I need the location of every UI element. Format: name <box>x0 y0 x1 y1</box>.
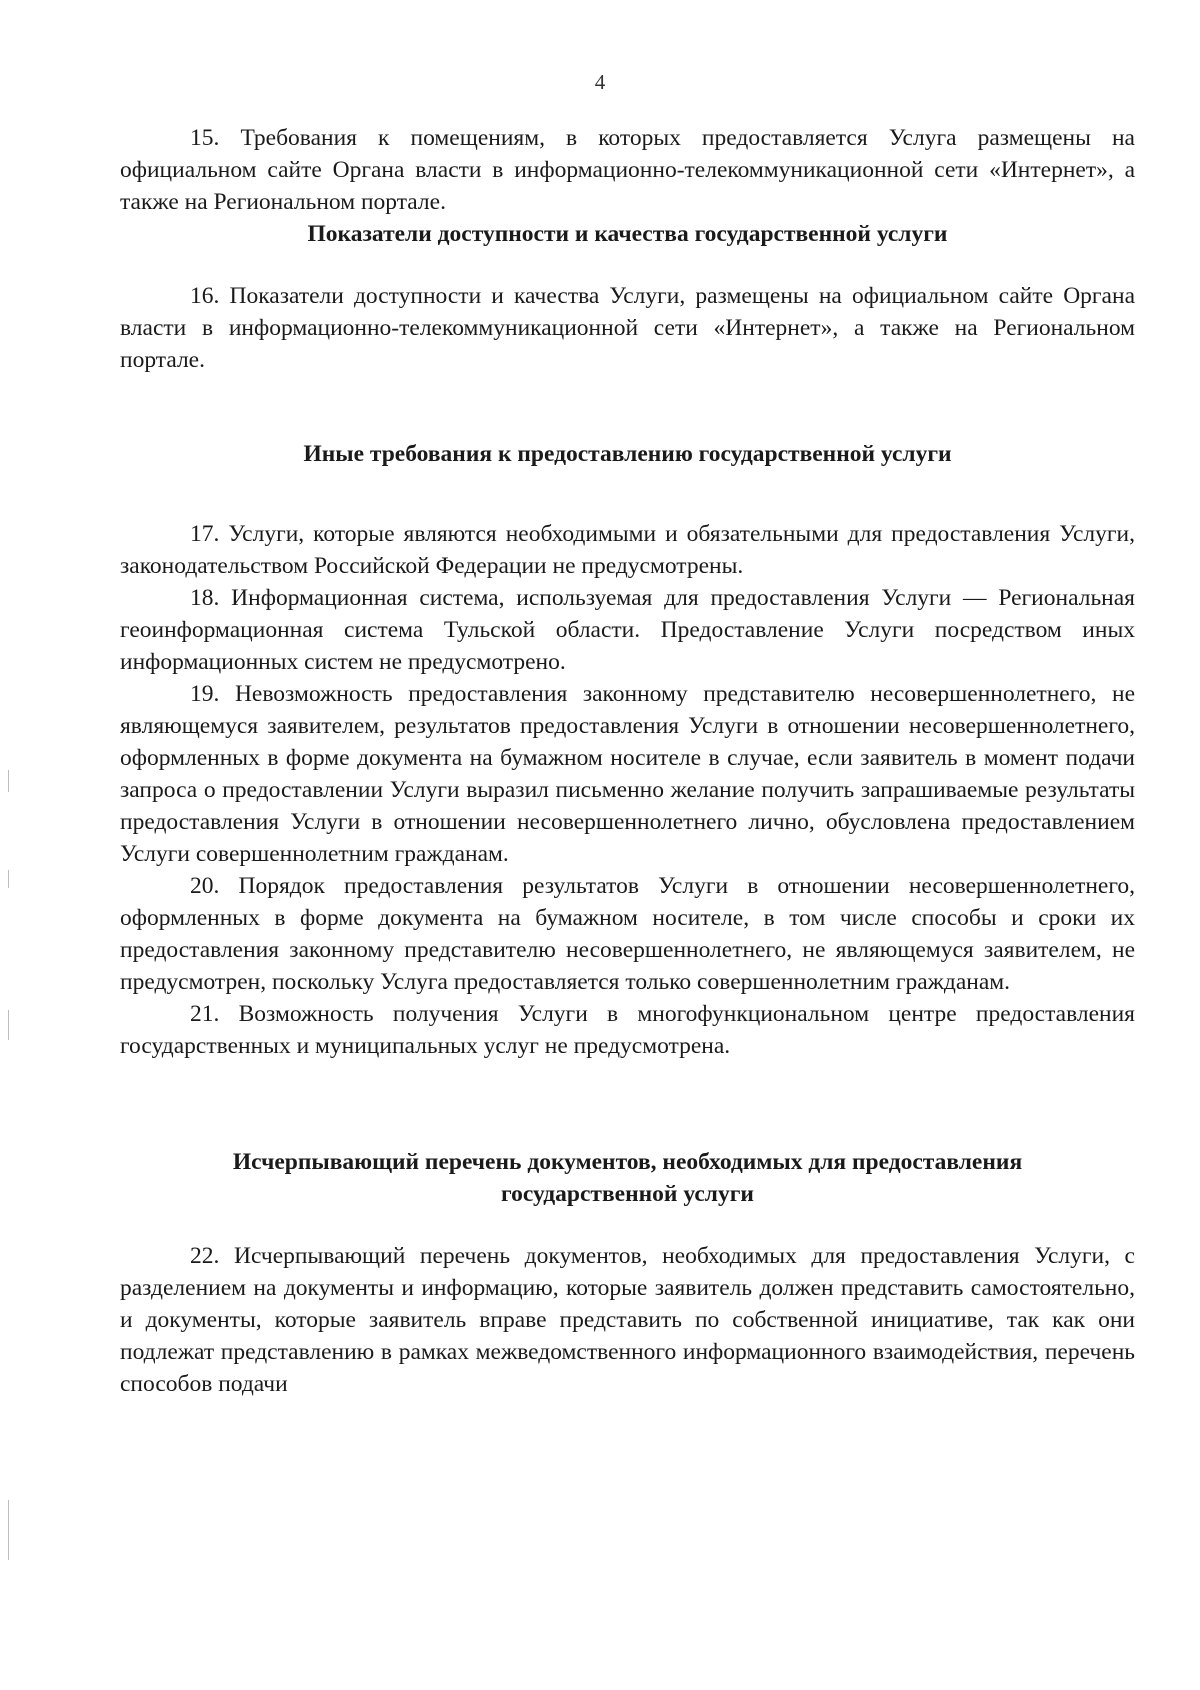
spacer <box>120 250 1135 280</box>
spacer <box>120 1062 1135 1146</box>
paragraph-18: 18. Информационная система, используемая для предоставления Услуги — Региональная геоинформационная система Тульской области. Предоставление Услуги посредством иных информационных систем не предусмотрено. <box>120 585 1135 675</box>
paragraph-22: 22. Исчерпывающий перечень документов, необходимых для предоставления Услуги, с разделением на документы и информацию, которые заявитель должен представить самостоятельно, и документы, которые заявитель вправе представить по собственной инициативе, так как они подлежат представлению в рамках межведомственного информационного взаимодействия, перечень способов подачи <box>120 1243 1135 1397</box>
heading-accessibility: Показатели доступности и качества государственной услуги <box>307 221 948 247</box>
spacer <box>120 470 1135 518</box>
paragraph-20: 20. Порядок предоставления результатов Услуги в отношении несовершеннолетнего, оформленных в форме документа на бумажном носителе, в том числе способы и сроки их предоставления законному представителю несовершеннолетнего, не являющемуся заявителем, не предусмотрен, поскольку Услуга предоставляется только совершеннолетним гражданам. <box>120 873 1135 995</box>
page-number: 4 <box>594 70 606 94</box>
paragraph-15: 15. Требования к помещениям, в которых предоставляется Услуга размещены на официальном сайте Органа власти в информационно-телекоммуникационной сети «Интернет», а также на Региональном портале. <box>120 125 1135 215</box>
scan-edge-mark <box>8 870 9 888</box>
scan-edge-mark <box>8 1010 9 1040</box>
paragraph-16: 16. Показатели доступности и качества Услуги, размещены на официальном сайте Органа власти в информационно-телекоммуникационной сети «Интернет», а также на Региональном портале. <box>120 283 1135 373</box>
spacer <box>120 376 1135 438</box>
heading-other-requirements: Иные требования к предоставлению государственной услуги <box>303 441 952 467</box>
paragraph-21: 21. Возможность получения Услуги в многофункциональном центре предоставления государственных и муниципальных услуг не предусмотрена. <box>120 1001 1135 1059</box>
spacer <box>120 1210 1135 1240</box>
paragraph-19: 19. Невозможность предоставления законному представителю несовершеннолетнего, не являющемуся заявителем, результатов предоставления Услуги в отношении несовершеннолетнего, оформленных в форме документа на бумажном носителе в случае, если заявитель в момент подачи запроса о предоставлении Услуги выразил письменно желание получить запрашиваемые результаты предоставления Услуги в отношении несовершеннолетнего лично, обусловлена предоставлением Услуги совершеннолетним гражданам. <box>120 681 1135 867</box>
paragraph-17: 17. Услуги, которые являются необходимыми и обязательными для предоставления Услуги, законодательством Российской Федерации не предусмотрены. <box>120 521 1135 579</box>
scan-edge-mark <box>8 1500 9 1560</box>
heading-documents-line-1: Исчерпывающий перечень документов, необходимых для предоставления <box>232 1149 1023 1175</box>
document-body <box>120 122 1135 1400</box>
heading-documents-line-2: государственной услуги <box>501 1181 754 1207</box>
scan-edge-mark <box>8 770 9 792</box>
